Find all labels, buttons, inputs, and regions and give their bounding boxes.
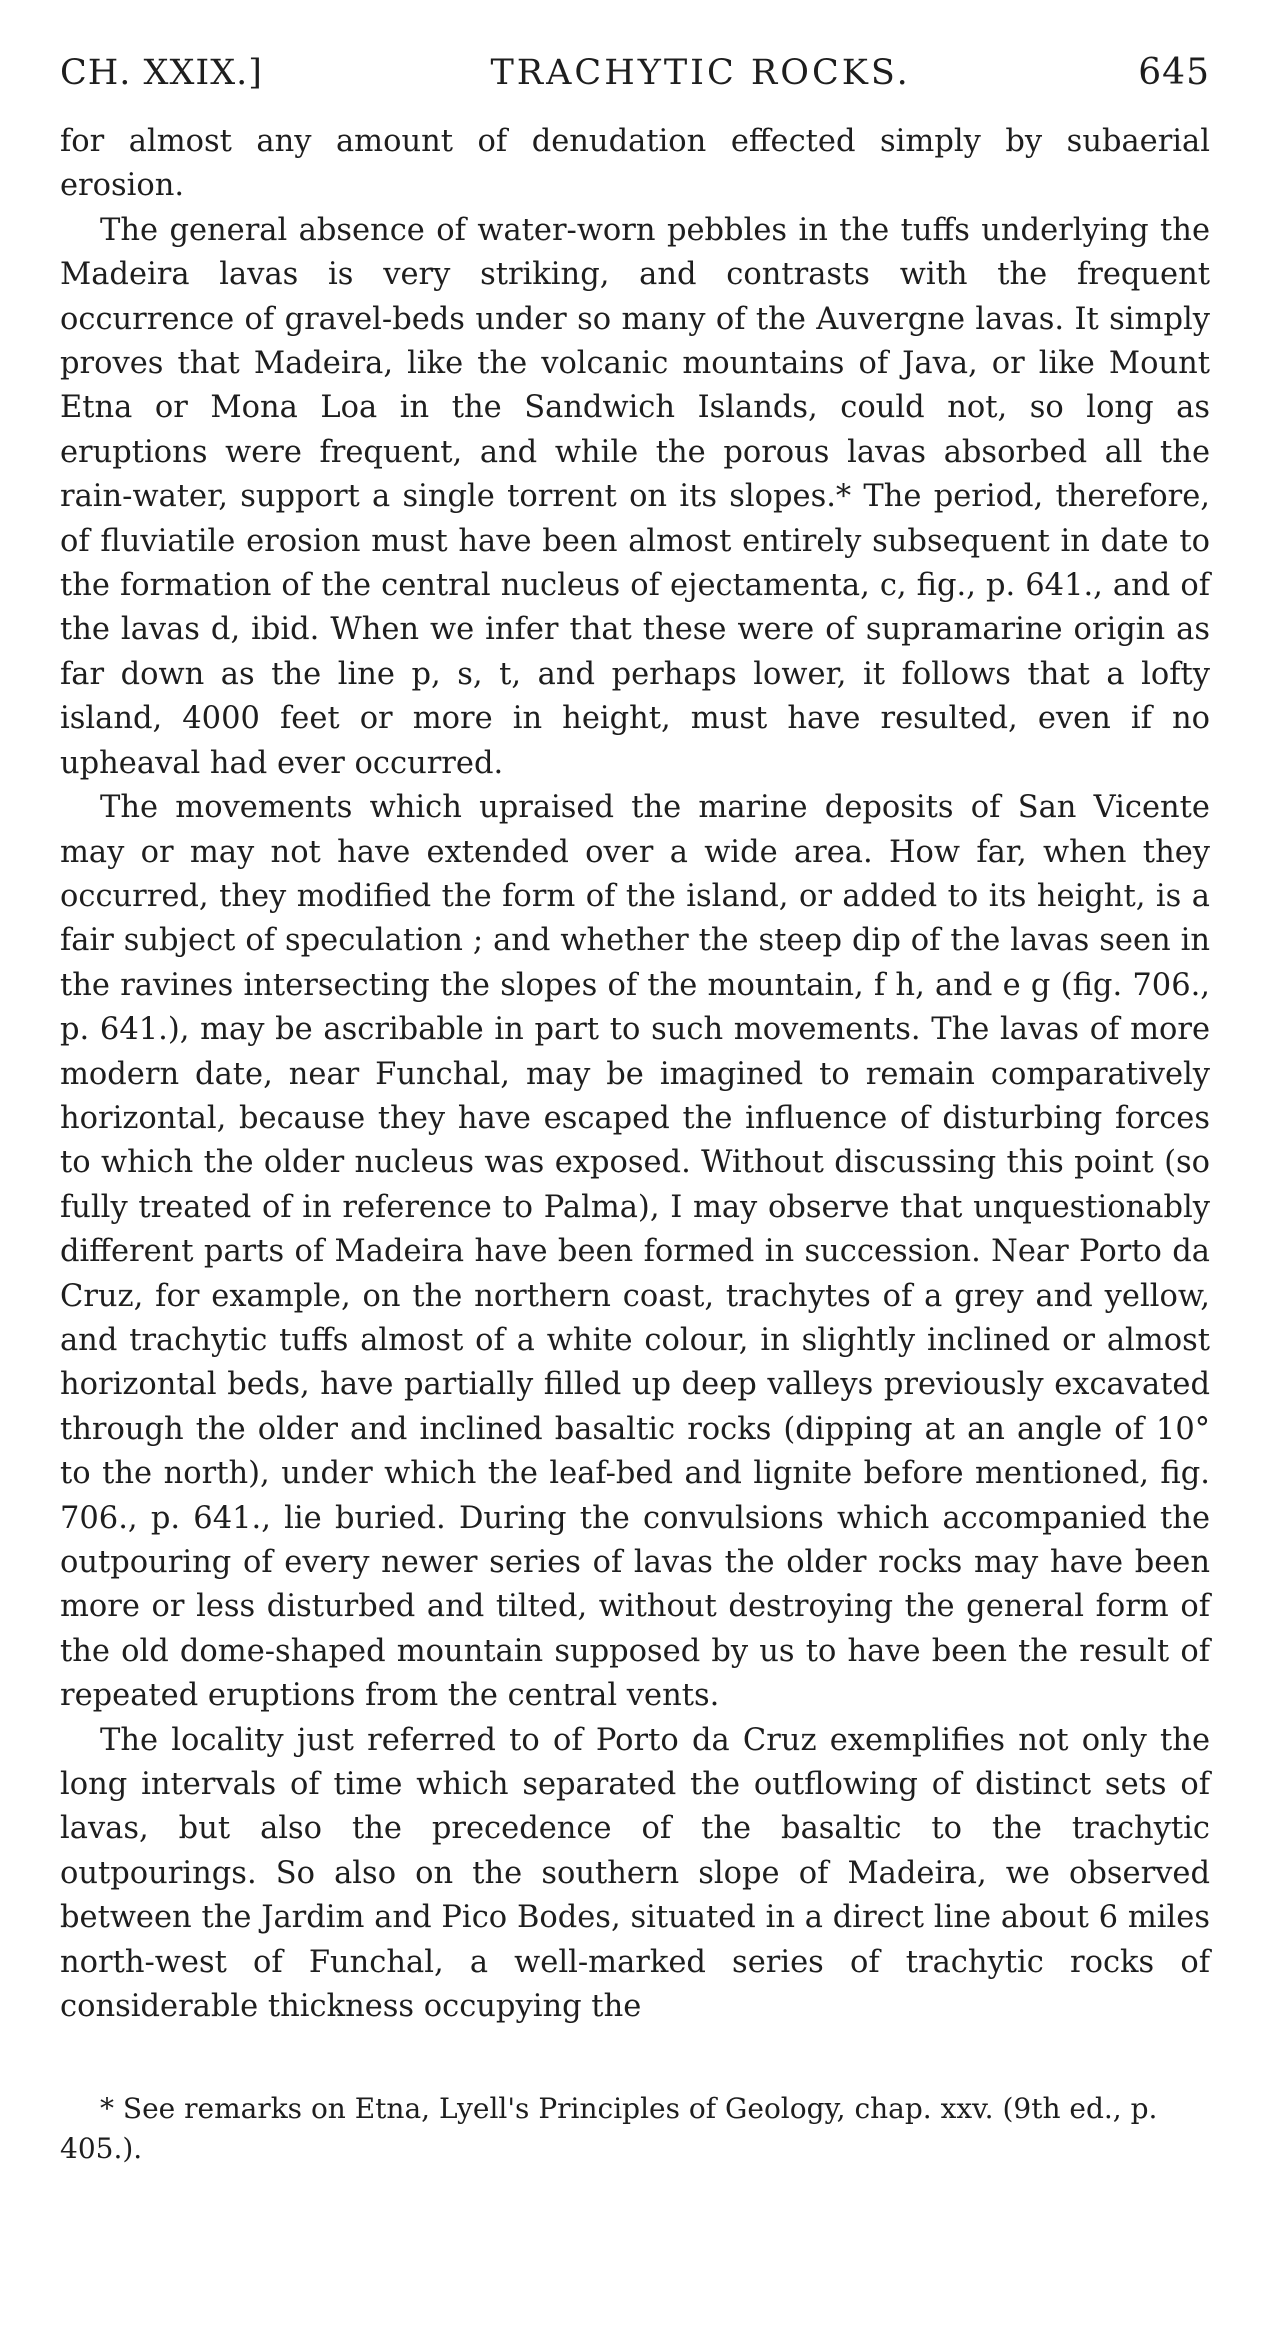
page-title: TRACHYTIC ROCKS. bbox=[490, 53, 911, 93]
page-number: 645 bbox=[1138, 52, 1210, 93]
chapter-label: CH. XXIX.] bbox=[60, 53, 263, 93]
book-page bbox=[60, 52, 1210, 2169]
footnote: * See remarks on Etna, Lyell's Principles of Geology, chap. xxv. (9th ed., p. 405.). bbox=[60, 2092, 1158, 2166]
paragraph: The movements which upraised the marine deposits of San Vicente may or may not have extended over a wide area. How far, when they occurred, they modified the form of the island, or added to its height, is a fair subject of speculation ; and whether the steep dip of the lavas seen in the ravines intersecting the slopes of the mountain, f h, and e g (fig. 706., p. 641.), may be ascribable in part to such movements. The lavas of more modern date, near Funchal, may be imagined to remain comparatively horizontal, because they have escaped the influence of disturbing forces to which the older nucleus was exposed. Without discussing this point (so fully treated of in reference to Palma), I may observe that unquestionably different parts of Madeira have been formed in succession. Near Porto da Cruz, for example, on the northern coast, trachytes of a grey and yellow, and trachytic tuffs almost of a white colour, in slightly inclined or almost horizontal beds, have partially filled up deep valleys previously excavated through the older and inclined basaltic rocks (dipping at an angle of 10° to the north), under which the leaf-bed and lignite before mentioned, fig. 706., p. 641., lie buried. During the convulsions which accompanied the outpouring of every newer series of lavas the older rocks may have been more or less disturbed and tilted, without destroying the general form of the old dome-shaped mountain supposed by us to have been the result of repeated eruptions from the central vents. bbox=[60, 790, 1210, 1714]
running-head bbox=[60, 52, 1210, 98]
paragraph-continuation: for almost any amount of denudation effected simply by subaerial erosion. bbox=[60, 124, 1210, 204]
paragraph: The locality just referred to of Porto da Cruz exemplifies not only the long intervals of time which separated the outflowing of distinct sets of lavas, but also the precedence of the basaltic to the trachytic outpourings. So also on the southern slope of Madeira, we observed between the Jardim and Pico Bodes, situated in a direct line about 6 miles north-west of Funchal, a well-marked series of trachytic rocks of considerable thickness occupying the bbox=[60, 1722, 1210, 2025]
paragraph: The general absence of water-worn pebbles in the tuffs underlying the Madeira lavas is very striking, and contrasts with the frequent occurrence of gravel-beds under so many of the Auvergne lavas. It simply proves that Madeira, like the volcanic mountains of Java, or like Mount Etna or Mona Loa in the Sandwich Islands, could not, so long as eruptions were frequent, and while the porous lavas absorbed all the rain-water, support a single torrent on its slopes.* The period, therefore, of fluviatile erosion must have been almost entirely subsequent in date to the formation of the central nucleus of ejectamenta, c, fig., p. 641., and of the lavas d, ibid. When we infer that these were of supramarine origin as far down as the line p, s, t, and perhaps lower, it follows that a lofty island, 4000 feet or more in height, must have resulted, even if no upheaval had ever occurred. bbox=[60, 212, 1210, 781]
body-text bbox=[60, 120, 1210, 2029]
